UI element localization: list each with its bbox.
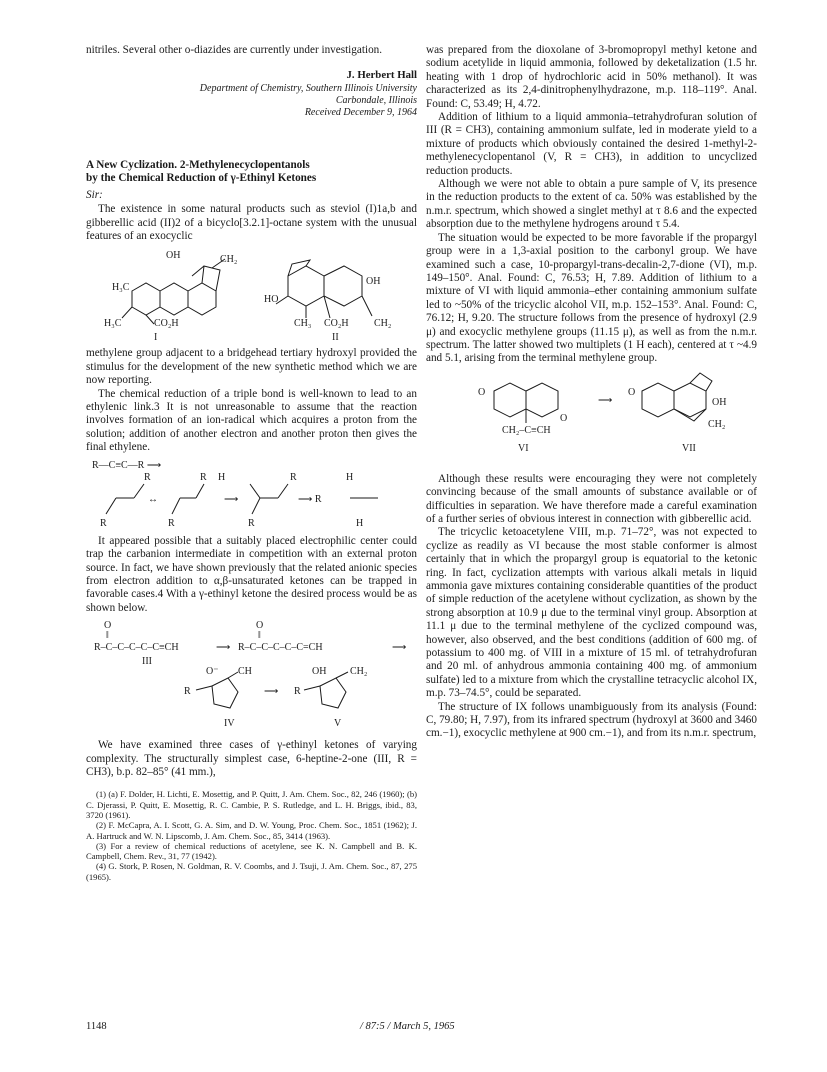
svg-text:R: R [183,686,191,698]
label-ch3: CH₃ [293,318,311,330]
label-ch2-steviol: CH₂ [219,254,237,266]
author-signature: J. Herbert Hall [346,69,417,82]
label-co2h-ga: CO₂H [323,318,349,330]
paragraph-9: The situation would be expected to be more favorable if the propargyl group were in a 1,3-axial position to the carbonyl group. We have examined such a case, 10-propargyl-trans-decalin-2,7-dione (VI), m.p. 149–150°. Anal. Found: C, 76.53; H, 7.89. Addition of lithium to a mixture of VI with liquid ammonia–ether containing ammonium sulfate led to ~50% of the tricyclic alcohol VII, m.p. 152–153°. Anal. Found: C, 76.12; H, 9.20. The structure follows from the presence of hydroxyl (2.9 μ) and exocyclic methylene groups (11.15 μ), as well as from the n.m.r. spectrum. The latter showed two multiplets (1 H each), centered at τ ~4.9 and 5.1, arising from the terminal methylene group. [426,231,757,365]
left-column [86,44,417,882]
svg-text:⟶: ⟶ [263,686,278,698]
svg-text:⟶: ⟶ [597,394,612,406]
label-ch2-vii: CH₂ [707,418,725,430]
svg-text:R: R [99,517,107,529]
label-o-vii: O [627,386,635,398]
paragraph-4: It appeared possible that a suitably placed electrophilic center could trap the carbanion intermediate in competition with an external proton source. In fact, we have shown previously that the related anionic species from electron addition to α,β-unsaturated ketones can be trapped in favorable cases.4 With a γ-ethinyl ketone the desired process would be as shown below. [86,534,417,614]
paragraph-10: Although these results were encouraging they were not completely convincing because of the small amounts of substance available or of difficulties in separation. We have therefore made a careful examination of a further series of obvious interest in connection with gibberellic acid. [426,472,757,525]
footnote-1: (1) (a) F. Dolder, H. Lichti, E. Mosettig, and P. Quitt, J. Am. Chem. Soc., 82, 246 (1960); (b) C. Djerassi, P. Quitt, E. Mosettig, R. C. Cambie, P. S. Rutledge, and L. H. Briggs, ibid., 83, 3720 (1961). [86,789,417,820]
prev-article-tail: nitriles. Several other o-diazides are currently under investigation. [86,44,383,56]
label-oh-vii: OH [711,396,726,408]
structures-VI-VII [432,369,752,465]
right-column [426,44,757,741]
footnote-4: (4) G. Stork, P. Rosen, N. Goldman, R. V. Coombs, and J. Tsuji, J. Am. Chem. Soc., 87, 275 (1965). [86,861,417,882]
scheme-ketone-left: R–C–C–C–C–C≡CH [93,642,179,654]
paragraph-5: We have examined three cases of γ-ethinyl ketones of varying complexity. The structurally simplest case, 6-heptine-2-one (III, R = CH3), b.p. 82–85° (41 mm.), [86,739,417,778]
svg-text:↔: ↔ [147,493,158,505]
svg-text:⟶: ⟶ [223,493,238,505]
svg-text:R: R [247,517,255,529]
label-ch2-v: CH₂ [349,666,367,678]
footnote-3: (3) For a review of chemical reductions of acetylene, see K. N. Campbell and B. K. Campbell, Chem. Rev., 31, 77 (1942). [86,840,417,862]
title-line-1: A New Cyclization. 2-Methylenecyclopentanols [86,158,310,171]
footnotes [86,789,417,882]
svg-text:‖: ‖ [257,630,261,642]
label-co2h-steviol: CO₂H [153,318,179,330]
svg-text:CH: CH [237,666,252,678]
label-oh-steviol: OH [165,250,180,262]
label-III: III [141,656,152,668]
label-h3c-2: H₃C [103,318,121,330]
scheme-ketone-right: R–C–C–C–C–C=CH [237,642,323,654]
paragraph-8: Although we were not able to obtain a pure sample of V, its presence in the reduction products to the extent of ca. 50% was established by the n.m.r. spectrum, which showed a singlet methyl at τ 8.6 and the expected absorption due to the methylene hydrogens around τ 5.4. [426,178,757,231]
svg-text:H: H [217,471,225,483]
svg-text:O⁻: O⁻ [205,666,218,678]
label-oh-v: OH [311,666,326,678]
footnote-2: (2) F. McCapra, A. I. Scott, G. A. Sim, and D. W. Young, Proc. Chem. Soc., 1851 (1962); J. A. Hartruck and W. N. Lipscomb, J. Am. Chem. Soc., 85, 3414 (1963). [86,820,417,841]
svg-text:R: R [199,471,207,483]
label-II: II [331,332,339,344]
journal-reference: / 87:5 / March 5, 1965 [360,1021,455,1032]
svg-text:H: H [345,471,353,483]
scheme-alkyne-text: R—C≡C—R ⟶ [91,459,161,471]
received-date: Received December 9, 1964 [304,106,417,118]
label-I: I [153,332,157,344]
svg-text:O: O [255,620,263,632]
salutation: Sir: [86,188,103,201]
label-ho: HO [263,294,278,306]
label-V: V [333,718,341,730]
svg-text:H: H [355,517,363,529]
svg-text:⟶: ⟶ [215,642,230,654]
scheme-cyclization [92,618,412,736]
svg-text:R: R [293,686,301,698]
paragraph-2: methylene group adjacent to a bridgehead tertiary hydroxyl provided the stimulus for the development of the new synthetic method which we are now reporting. [86,347,417,387]
svg-text:R: R [289,471,297,483]
label-ch2-ga: CH₂ [373,318,391,330]
svg-text:⟶ R: ⟶ R [297,493,322,505]
svg-text:‖: ‖ [105,630,109,642]
svg-text:O: O [103,620,111,632]
svg-text:R: R [143,471,151,483]
article-title [86,159,417,186]
label-o-vi-2: O [559,412,567,424]
label-VII: VII [681,442,696,454]
author-department: Department of Chemistry, Southern Illinois University [199,82,417,94]
title-line-2: by the Chemical Reduction of γ-Ethinyl Ketones [86,172,317,185]
structures-steviol-gibberellic-acid [92,246,412,344]
label-o-vi-1: O [477,386,485,398]
paragraph-12: The structure of IX follows unambiguously from its analysis (Found: C, 79.80; H, 7.97), from its infrared spectrum (hydroxyl at 3600 and 3460 cm.−1), exocyclic methylene at 900 cm.−1), and from its n.m.r. spectrum, [426,700,757,740]
label-oh-ga: OH [365,276,380,288]
label-VI: VI [517,442,529,454]
page-number: 1148 [86,1021,107,1032]
label-h3c: H₃C [111,282,129,294]
author-location: Carbondale, Illinois [335,94,417,106]
label-IV: IV [223,718,235,730]
paragraph-3: The chemical reduction of a triple bond is well-known to lead to an ethylenic link.3 It is not unreasonable to assume that the reaction involves formation of an ion-radical which acquires a proton from the solution; addition of another electron and another proton then gives the final ethylene. [86,387,417,454]
svg-text:⟶: ⟶ [391,642,406,654]
label-ch2cch: CH₂–C≡CH [501,424,551,436]
paragraph-11: The tricyclic ketoacetylene VIII, m.p. 71–72°, was not expected to cyclize as readily as VI because the most stable conformer is almost certainly that in which the propargyl group is equatorial to the ketonic ring. In fact, cyclization attempts with various alkali metals in liquid ammonia gave mixtures containing considerable quantities of the product of simple reduction of the acetylene without cyclization, as shown by the strong absorption at 10.9 μ due to the terminal vinyl group. Absorption at 11.1 μ due to the terminal methylene of the cyclized compound was, however, also observed, and the best conditions (addition of 600 mg. of potassium to 400 mg. of VIII in a mixture of 15 ml. of tetrahydrofuran and 20 ml. of anhydrous ammonia containing 400 mg. of ammonium sulfate) led to a mixture from which the crystalline tetracyclic alcohol IX, m.p. 73–74.5°, could be separated. [426,526,757,700]
scheme-alkyne-reduction [92,458,412,532]
paragraph-7: Addition of lithium to a liquid ammonia–tetrahydrofuran solution of III (R = CH3), containing ammonium sulfate, led in moderate yield to a mixture of products which obviously contained the desired 1-methyl-2-methylenecyclopentanol (V, R = CH3), in addition to uncyclized reduction products. [426,111,757,177]
paragraph-6: was prepared from the dioxolane of 3-bromopropyl methyl ketone and sodium acetylide in liquid ammonia, followed by deketalization (1.5 hr. heating with 1 drop of hydrochloric acid in 50% methanol). It was characterized as its 2,4-dinitrophenylhydrazone, m.p. 118–119°. Anal. Found: C, 53.49; H, 4.72. [426,44,757,110]
paragraph-1: The existence in some natural products such as steviol (I)1a,b and gibberellic acid (II)2 of a bicyclo[3.2.1]-octane system with the unusual features of an exocyclic [86,203,417,243]
svg-text:R: R [167,517,175,529]
